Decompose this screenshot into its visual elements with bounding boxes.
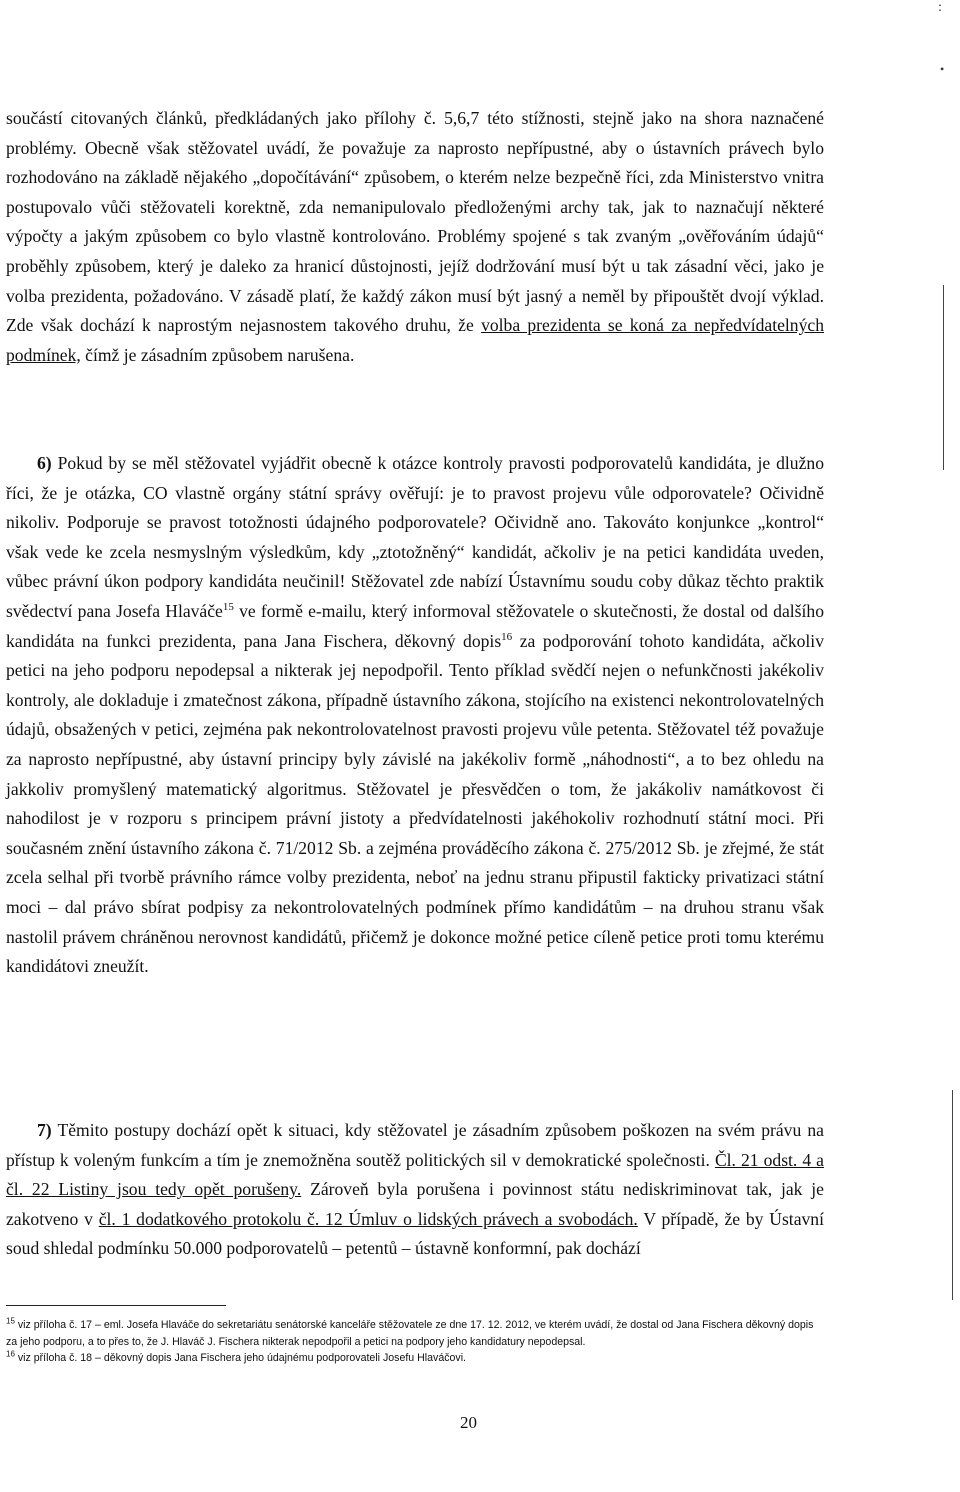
paragraph-number: 6)	[37, 453, 52, 473]
margin-line	[952, 1090, 953, 1300]
paragraph-continuation: součástí citovaných článků, předkládaných jako přílohy č. 5,6,7 této stížnosti, stejně jako na shora naznačené problémy. Obecně však stěžovatel uvádí, že považuje za naprosto nepřípustné, aby o ústavních právech bylo rozhodováno na základě nějakého „dopočítávání“ způsobem, o kterém nelze bezpečně říci, zda Ministerstvo vnitra postupovalo vůči stěžovateli korektně, zda nemanipulovalo předloženými archy tak, jak to naznačují některé výpočty a jakým způsobem co bylo vlastně kontrolováno. Problémy spojené s tak zvaným „ověřováním údajů“ proběhly způsobem, který je daleko za hranicí důstojnosti, jejíž dodržování musí být u tak zásadní věci, jako je volba prezidenta, požadováno. V zásadě platí, že každý zákon musí být jasný a neměl by připouštět dvojí výklad. Zde však dochází k naprostým nejasnostem takového druhu, že volba prezidenta se koná za nepředvídatelných podmínek, čímž je zásadním způsobem narušena.	[6, 108, 825, 365]
paragraph-number: 7)	[37, 1120, 52, 1140]
scan-mark-top: :	[938, 0, 942, 15]
margin-line	[943, 285, 944, 470]
footnote-text: viz příloha č. 17 – eml. Josefa Hlaváče do sekretariátu senátorské kanceláře stěžovatele ze dne 17. 12. 2012, ve kterém uvádí, že dostal od Jana Fischera děkovný dopis za jeho podporu, a to přes to, že J. Hlaváč J. Fischera nikterak nepodpořil a petici na podpory jeho kandidatury nepodepsal.	[6, 1319, 814, 1348]
footnote-separator	[6, 1305, 226, 1306]
footnote	[6, 1317, 824, 1350]
footnotes	[6, 1317, 824, 1367]
footnote-text: viz příloha č. 18 – děkovný dopis Jana Fischera jeho údajnému podporovateli Josefu Hlaváčovi.	[14, 1352, 466, 1364]
underlined-text: Čl. 21 odst. 4 a čl. 22 Listiny jsou tedy opět porušeny.	[6, 1149, 824, 1200]
underlined-text: volba prezidenta se koná za nepředvídatelných podmínek,	[6, 315, 825, 365]
scan-mark-side: •	[940, 62, 945, 76]
footnote-number: 15	[6, 1316, 15, 1326]
underlined-text: čl. 1 dodatkového protokolu č. 12 Úmluv o lidských právech a svobodách.	[98, 1208, 638, 1229]
footnote-number: 16	[6, 1349, 15, 1359]
footnote	[6, 1350, 824, 1367]
footnote-ref[interactable]: 16	[501, 630, 513, 643]
paragraph-6: 6) Pokud by se měl stěžovatel vyjádřit obecně k otázce kontroly pravosti podporovatelů kandidáta, je dlužno říci, že je otázka, CO vlastně orgány státní správy ověřují: je to pravost projevu vůle odporovatele? Očividně nikoliv. Podporuje se pravost totožnosti údajného podporovatele? Očividně ano. Takováto konjunkce „kontrol“ však vede ke zcela nesmyslným výsledkům, kdy „ztotožněný“ kandidát, ačkoliv je na petici kandidáta uveden, vůbec právní úkon podpory kandidáta neučinil! Stěžovatel zde nabízí Ústavnímu soudu coby důkaz těchto praktik svědectví pana Josefa Hlaváče$^{15}$ ve formě e-mailu, který informoval stěžovatele o skutečnosti, že dostal od dalšího kandidáta na funkci prezidenta, pana Jana Fischera, děkovný dopis$^{16}$ za podporování tohoto kandidáta, ačkoliv petici na jeho podporu nepodepsal a nikterak jej nepodpořil. Tento příklad svědčí nejen o nefunkčnosti jakékoliv kontroly, ale dokladuje i zmatečnost zákona, případně ústavního zákona, stojícího na existenci nekontrolovatelných údajů, obsažených v petici, zejména pak nekontrolovatelnost pravosti projevu vůle petenta. Stěžovatel též považuje za naprosto nepřípustné, aby ústavní principy byly závislé na jakékoliv formě „náhodnosti“, a to bez ohledu na jakkoliv promyšlený matematický algoritmus. Stěžovatel je přesvědčen o tom, že jakákoliv namátkovost či nahodilost je v rozporu s principem právní jistoty a předvídatelnosti jakéhokoliv rozhodnutí státní moci. Při současném znění ústavního zákona č. 71/2012 Sb. a zejména prováděcího zákona č. 275/2012 Sb. je zřejmé, že stát zcela selhal při tvorbě právního rámce volby prezidenta, neboť na jednu stranu připustil fakticky privatizaci státní moci – dal právo sbírat podpisy za nekontrolovatelných podmínek přímo kandidátům – na druhou stranu však nastolil právem chráněnou nerovnost kandidátů, přičemž je dokonce možné petice cíleně petice proti tomu kterému kandidátovi zneužít.	[6, 453, 824, 977]
paragraph-7: 7) Těmito postupy dochází opět k situaci, kdy stěžovatel je zásadním způsobem poškozen na svém právu na přístup k voleným funkcím a tím je znemožněna soutěž politických sil v demokratické společnosti. Čl. 21 odst. 4 a čl. 22 Listiny jsou tedy opět porušeny. Zároveň byla porušena i povinnost státu nediskriminovat tak, jak je zakotveno v čl. 1 dodatkového protokolu č. 12 Úmluv o lidských právech a svobodách. V případě, že by Ústavní soud shledal podmínku 50.000 podporovatelů – petentů – ústavně konformní, pak dochází	[6, 1120, 824, 1259]
page-number: 20	[460, 1413, 477, 1432]
footnote-ref[interactable]: 15	[222, 601, 234, 614]
